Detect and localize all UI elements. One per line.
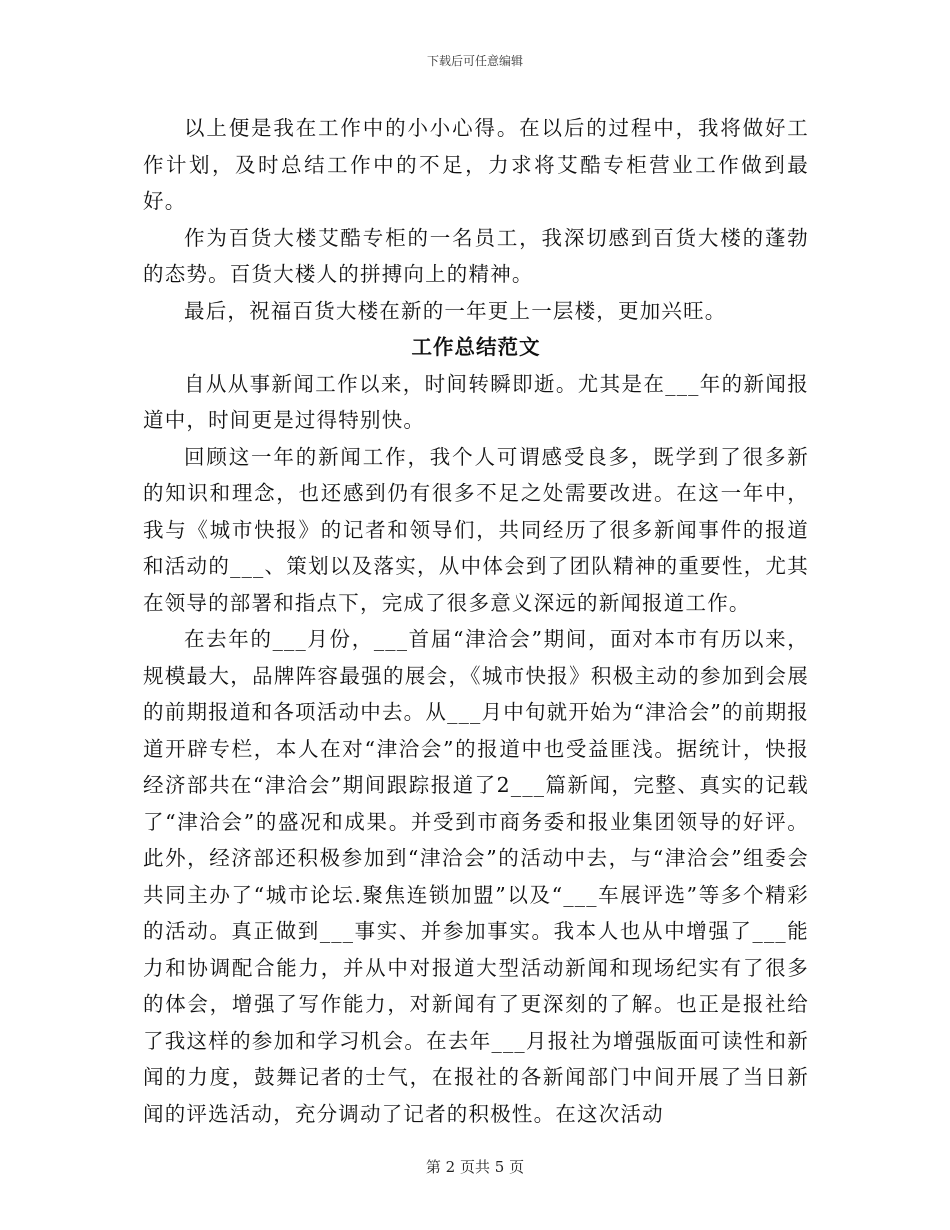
page-footer: 第 2 页共 5 页 (425, 1158, 525, 1176)
document-body (143, 110, 809, 1132)
paragraph: 作为百货大楼艾酷专柜的一名员工，我深切感到百货大楼的蓬勃的态势。百货大楼人的拼搏向上的精神。 (143, 225, 809, 286)
paragraph: 在去年的___月份，___首届“津洽会”期间，面对本市有历以来，规模最大，品牌阵容最强的展会，《城市快报》积极主动的参加到会展的前期报道和各项活动中去。从___月中旬就开始为“津洽会”的前期报道开辟专栏，本人在对“津洽会”的报道中也受益匪浅。据统计，快报经济部共在“津洽会”期间跟踪报道了2___篇新闻，完整、真实的记载了“津洽会”的盛况和成果。并受到市商务委和报业集团领导的好评。此外，经济部还积极参加到“津洽会”的活动中去，与“津洽会”组委会共同主办了“城市论坛.聚焦连锁加盟”以及“___车展评选”等多个精彩的活动。真正做到___事实、并参加事实。我本人也从中增强了___能力和协调配合能力，并从中对报道大型活动新闻和现场纪实有了很多的体会，增强了写作能力，对新闻有了更深刻的了解。也正是报社给了我这样的参加和学习机会。在去年___月报社为增强版面可读性和新闻的力度，鼓舞记者的士气，在报社的各新闻部门中间开展了当日新闻的评选活动，充分调动了记者的积极性。在这次活动 (143, 627, 809, 1126)
paragraph: 自从从事新闻工作以来，时间转瞬即逝。尤其是在___年的新闻报道中，时间更是过得特别快。 (143, 371, 809, 432)
section-title: 工作总结范文 (411, 335, 541, 359)
page-header: 下载后可任意编辑 (426, 54, 523, 68)
paragraph: 回顾这一年的新闻工作，我个人可谓感受良多，既学到了很多新的知识和理念，也还感到仍有很多不足之处需要改进。在这一年中，我与《城市快报》的记者和领导们，共同经历了很多新闻事件的报道和活动的___、策划以及落实，从中体会到了团队精神的重要性，尤其在领导的部署和指点下，完成了很多意义深远的新闻报道工作。 (143, 444, 809, 615)
paragraph: 以上便是我在工作中的小小心得。在以后的过程中，我将做好工作计划，及时总结工作中的不足，力求将艾酷专柜营业工作做到最好。 (143, 116, 809, 213)
paragraph: 最后，祝福百货大楼在新的一年更上一层楼，更加兴旺。 (184, 298, 727, 323)
